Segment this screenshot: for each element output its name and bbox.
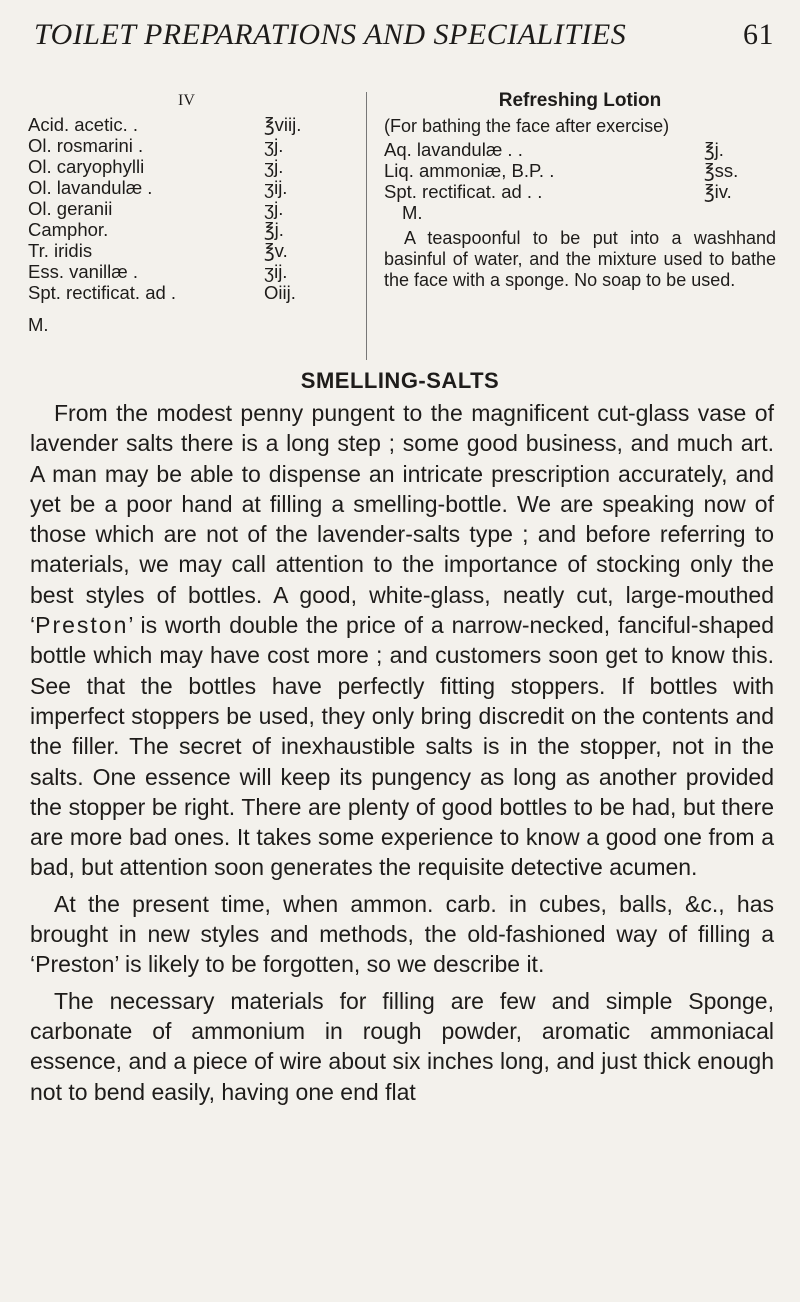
recipe-misce: M. xyxy=(402,202,423,223)
ingredient-quantity: ʒj. xyxy=(264,156,284,177)
ingredient-row xyxy=(28,135,358,156)
ingredient-quantity: ʒj. xyxy=(264,198,284,219)
ingredient-quantity: ℥j. xyxy=(264,219,284,240)
ingredient-name: Acid. acetic. . xyxy=(28,114,139,135)
recipe-directions: A teaspoonful to be put into a washhand basinful of water, and the mixture used to bathe the face with a sponge. No soap to be used. xyxy=(384,228,776,290)
ingredient-row xyxy=(28,114,358,135)
ingredient-row xyxy=(28,261,358,282)
recipe-numeral: IV xyxy=(178,92,195,109)
ingredient-name: Ol. caryophylli xyxy=(28,156,145,177)
paragraph xyxy=(30,398,774,883)
ingredient-name: Liq. ammoniæ, B.P. . xyxy=(384,160,555,181)
recipe-heading: Refreshing Lotion xyxy=(498,90,662,111)
ingredient-row xyxy=(384,181,776,202)
ingredient-name: Spt. rectificat. ad . xyxy=(28,282,177,303)
ingredient-quantity: ʒj. xyxy=(264,135,284,156)
section-body xyxy=(30,398,774,1107)
ingredient-quantity: ʒij. xyxy=(264,177,288,198)
ingredient-row xyxy=(384,160,776,181)
ingredient-quantity: ℥iv. xyxy=(704,181,732,202)
ingredient-name: Tr. iridis xyxy=(28,240,93,261)
paragraph: At the present time, when ammon. carb. in cubes, balls, &c., has brought in new styles and methods, the old-fashioned way of filling a ‘Preston’ is likely to be forgotten, so we describe it. xyxy=(30,890,774,978)
ingredient-quantity: ℥ss. xyxy=(704,160,739,181)
ingredient-list xyxy=(28,114,358,303)
ingredient-name: Camphor. xyxy=(28,219,109,240)
ingredient-name: Ol. geranii xyxy=(28,198,113,219)
ingredient-row xyxy=(384,139,776,160)
ingredient-list xyxy=(384,139,776,202)
column-divider xyxy=(366,92,367,360)
ingredient-row xyxy=(28,219,358,240)
ingredient-row xyxy=(28,156,358,177)
paragraph-text: From the modest penny pungent to the magnificent cut-glass vase of lavender salts there is a long step ; some good business, and much art. A man may be able to dispense an intricate prescription accurately, and yet be a poor hand at filling a smelling-bottle. We are speaking now of those which are not of the lavender-salts type ; and before referring to materials, we may call attention to the importance of stocking only the best styles of bottles. A good, white-glass, neatly cut, large-mouthed ‘ xyxy=(30,400,774,639)
paragraph-text: ’ is worth double the price of a narrow-necked, fanciful-shaped bottle which may have cost more ; and customers soon get to know this. See that the bottles have perfectly fitting stoppers. If bottles with imperfect stoppers be used, they only bring discredit on the contents and the filler. The secret of inexhaustible salts is in the stopper, not in the salts. One essence will keep its pungency as long as another provided the stopper be right. There are plenty of good bottles to be had, but there are more bad ones. It takes some experience to know a good one from a bad, but attention soon generates the requisite detective acumen. xyxy=(30,612,774,881)
ingredient-name: Ol. rosmarini . xyxy=(28,135,144,156)
ingredient-name: Spt. rectificat. ad . . xyxy=(384,181,543,202)
ingredient-quantity: ℥j. xyxy=(704,139,724,160)
recipe-misce: M. xyxy=(28,314,49,335)
running-head-title: TOILET PREPARATIONS AND SPECIALITIES xyxy=(34,18,627,51)
ingredient-quantity: ℥v. xyxy=(264,240,288,261)
page-number: 61 xyxy=(743,18,774,51)
section-heading: SMELLING-SALTS xyxy=(300,368,500,393)
ingredient-name: Ol. lavandulæ . xyxy=(28,177,153,198)
ingredient-row xyxy=(28,177,358,198)
ingredient-name: Ess. vanillæ . xyxy=(28,261,139,282)
ingredient-quantity: ℥viij. xyxy=(264,114,302,135)
spaced-term: Preston xyxy=(35,612,129,639)
ingredient-row xyxy=(28,198,358,219)
ingredient-row xyxy=(28,240,358,261)
ingredient-name: Aq. lavandulæ . . xyxy=(384,139,523,160)
ingredient-quantity: Oiij. xyxy=(264,282,296,303)
ingredient-row xyxy=(28,282,358,303)
paragraph: The necessary materials for filling are few and simple Sponge, carbonate of ammonium in rough powder, aromatic ammoniacal essence, and a piece of wire about six inches long, and just thick enough not to bend easily, having one end flat xyxy=(30,987,774,1105)
ingredient-quantity: ʒij. xyxy=(264,261,288,282)
recipe-subheading: (For bathing the face after exercise) xyxy=(384,116,670,136)
